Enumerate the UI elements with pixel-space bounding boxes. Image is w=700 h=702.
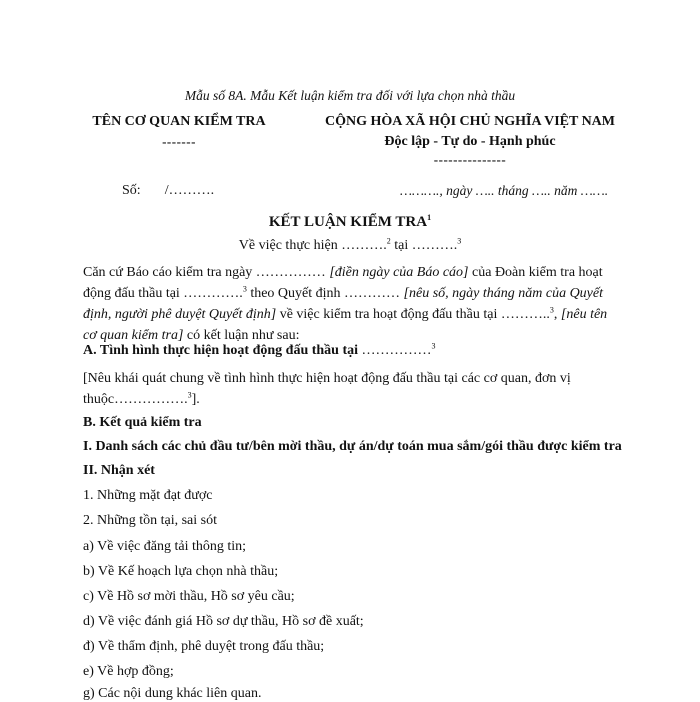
motto-divider: --------------- [433, 152, 507, 167]
document-number-label: Số: [122, 183, 141, 198]
list-item: đ) Về thẩm định, phê duyệt trong đấu thầu; [83, 639, 325, 654]
document-title-text: KẾT LUẬN KIỂM TRA [268, 214, 428, 230]
section-b1-heading: I. Danh sách các chủ đầu tư/bên mời thầu, dự án/dự toán mua sắm/gói thầu được kiểm tra [83, 439, 622, 454]
basis-text-2: của Đoàn kiểm tra hoạt động đấu thầu tại …………. [83, 265, 603, 301]
section-a-text: [Nêu khái quát chung về tình hình thực hiện hoạt động đấu thầu tại các cơ quan, đơn vị thuộc……………. [83, 371, 571, 407]
document-title [0, 214, 700, 231]
list-item: g) Các nội dung khác liên quan. [83, 686, 262, 701]
section-a-paragraph [83, 368, 623, 410]
section-a-dots: …………… [358, 343, 432, 358]
subtitle-part2: tại ………. [390, 238, 458, 253]
basis-text-3: theo Quyết định ………… [246, 286, 404, 301]
list-item: d) Về việc đánh giá Hồ sơ dự thầu, Hồ sơ đề xuất; [83, 614, 364, 629]
basis-text-1: Căn cứ Báo cáo kiểm tra ngày …………… [83, 265, 330, 280]
document-number-value: /………. [164, 183, 215, 198]
footnote-ref: 3 [549, 305, 554, 315]
basis-placeholder-1: [điền ngày của Báo cáo] [329, 265, 469, 280]
list-item: e) Về hợp đồng; [83, 664, 174, 679]
document-number [122, 183, 214, 199]
list-item: a) Về việc đăng tải thông tin; [83, 539, 247, 554]
section-b-heading: B. Kết quả kiểm tra [83, 415, 202, 430]
section-a-title: A. Tình hình thực hiện hoạt động đấu thầu tại [83, 343, 359, 358]
footnote-ref: 2 [386, 236, 391, 246]
footnote-ref: 3 [457, 236, 462, 246]
basis-text-6: có kết luận như sau: [183, 328, 300, 343]
agency-name: TÊN CƠ QUAN KIỂM TRA [92, 114, 266, 129]
basis-placeholder-3: [nêu tên cơ quan kiểm tra] [83, 307, 608, 343]
form-title: Mẫu số 8A. Mẫu Kết luận kiểm tra đối với lựa chọn nhà thầu [184, 88, 516, 103]
agency-divider: ------- [162, 134, 196, 149]
section-a-heading [83, 343, 436, 359]
basis-paragraph [83, 262, 623, 346]
footnote-ref: 3 [431, 341, 436, 351]
national-motto: Độc lập - Tự do - Hạnh phúc [384, 134, 556, 149]
basis-text-4: về việc kiểm tra hoạt động đấu thầu tại ……….. [276, 307, 550, 322]
section-a-text-end: ]. [191, 392, 200, 407]
footnote-ref: 1 [427, 213, 432, 222]
list-item: 1. Những mặt đạt được [83, 488, 213, 503]
list-item: c) Về Hồ sơ mời thầu, Hồ sơ yêu cầu; [83, 589, 295, 604]
document-date: ………., ngày ….. tháng ….. năm ……. [400, 183, 609, 198]
list-item: 2. Những tồn tại, sai sót [83, 513, 217, 528]
subtitle-part1: Về việc thực hiện ………. [238, 238, 387, 253]
country-name: CỘNG HÒA XÃ HỘI CHỦ NGHĨA VIỆT NAM [324, 114, 615, 129]
footnote-ref: 3 [242, 284, 247, 294]
footnote-ref: 3 [187, 390, 192, 400]
basis-text-5: , [553, 307, 561, 322]
section-b2-heading: II. Nhận xét [83, 463, 155, 478]
document-subtitle [0, 238, 700, 254]
basis-placeholder-2: [nêu số, ngày tháng năm của Quyết định, người phê duyệt Quyết định] [83, 286, 603, 322]
list-item: b) Về Kế hoạch lựa chọn nhà thầu; [83, 564, 279, 579]
